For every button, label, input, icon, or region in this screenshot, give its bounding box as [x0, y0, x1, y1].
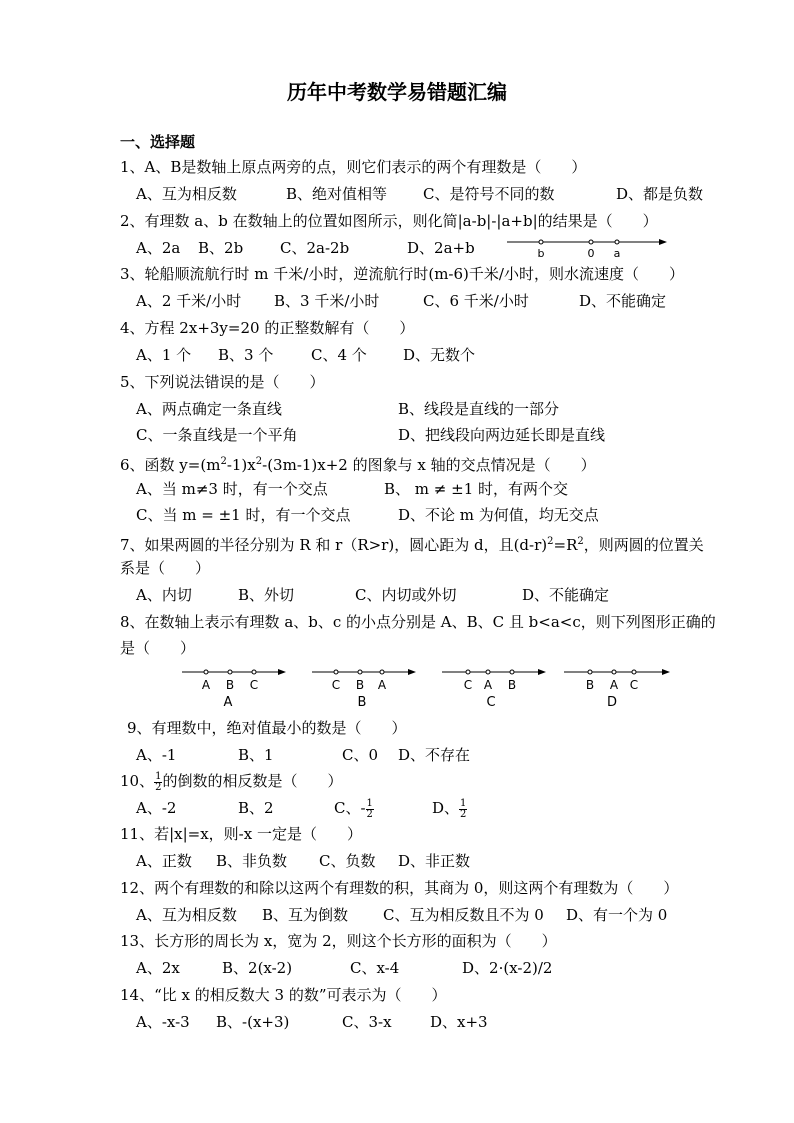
- option-d: [432, 798, 467, 820]
- point-zero: [589, 240, 593, 244]
- option-a: A、2x: [136, 959, 180, 977]
- exponent: 2: [255, 456, 263, 467]
- point-label: A: [609, 678, 619, 692]
- q8-figure-b: [310, 662, 420, 710]
- label-zero: 0: [587, 247, 595, 260]
- question-12-stem: 12、两个有理数的和除以这两个有理数的积，其商为 0，则这两个有理数为（ ）: [120, 879, 679, 897]
- point: [486, 670, 490, 674]
- question-8-stem-cont: 是（ ）: [120, 639, 196, 657]
- section-heading: 一、选择题: [120, 133, 196, 151]
- point: [252, 670, 256, 674]
- arrow-head: [662, 669, 670, 675]
- point-label: C: [249, 678, 259, 692]
- numerator: 1: [155, 770, 162, 782]
- option-c: C、3-x: [342, 1013, 392, 1031]
- option-a: A、2a: [136, 239, 181, 257]
- stem-part: =R: [553, 536, 578, 554]
- question-3-stem: 3、轮船顺流航行时 m 千米/小时，逆流航行时(m-6)千米/小时，则水流速度（ ）: [120, 265, 684, 283]
- option-b: B、互为倒数: [262, 906, 349, 924]
- option-d: D、不能确定: [579, 292, 667, 310]
- question-4-stem: 4、方程 2x+3y=20 的正整数解有（ ）: [120, 319, 415, 337]
- option-b: B、绝对值相等: [286, 185, 388, 203]
- option-a: A、互为相反数: [136, 185, 237, 203]
- question-6-stem: [120, 452, 596, 475]
- question-11-stem: 11、若|x|=x，则-x 一定是（ ）: [120, 825, 362, 843]
- option-a: A、1 个: [136, 346, 192, 364]
- point-label: C: [629, 678, 639, 692]
- option-d: D、有一个为 0: [566, 906, 668, 924]
- figure-caption: D: [606, 695, 618, 710]
- option-b: B、3 千米/小时: [274, 292, 380, 310]
- exponent: 2: [547, 536, 554, 547]
- point: [632, 670, 636, 674]
- denominator: 2: [155, 781, 162, 793]
- figure-caption: B: [357, 695, 367, 710]
- point: [510, 670, 514, 674]
- option-d: D、不论 m 为何值，均无交点: [398, 506, 599, 524]
- stem-part: -1)x: [226, 456, 256, 474]
- point: [380, 670, 384, 674]
- option-b: B、1: [238, 746, 274, 764]
- point-label: A: [201, 678, 211, 692]
- option-a: A、当 m≠3 时，有一个交点: [136, 480, 328, 498]
- figure-caption: A: [223, 695, 233, 710]
- option-d: D、不存在: [398, 746, 471, 764]
- option-d: D、2·(x-2)/2: [462, 959, 553, 977]
- option-c: C、当 m = ±1 时，有一个交点: [136, 506, 351, 524]
- point: [588, 670, 592, 674]
- option-c: C、2a-2b: [280, 239, 350, 257]
- option-c: C、内切或外切: [355, 586, 457, 604]
- point: [466, 670, 470, 674]
- option-a: A、内切: [136, 586, 192, 604]
- point-label: A: [377, 678, 387, 692]
- page-title: 历年中考数学易错题汇编: [287, 80, 507, 104]
- point-label: B: [507, 678, 517, 692]
- option-b: B、非负数: [216, 852, 288, 870]
- arrow-head: [408, 669, 416, 675]
- q8-figure-c: [440, 662, 550, 710]
- stem-part: 10、: [120, 772, 155, 790]
- option-prefix: D、: [432, 799, 460, 817]
- exponent: 2: [220, 456, 227, 467]
- option-b: B、 m ≠ ±1 时，有两个交: [384, 480, 568, 498]
- question-9-stem: 9、有理数中，绝对值最小的数是（ ）: [127, 719, 407, 737]
- option-d: D、x+3: [430, 1013, 488, 1031]
- point-label: B: [355, 678, 365, 692]
- question-2-stem: 2、有理数 a、b 在数轴上的位置如图所示，则化简|a-b|-|a+b|的结果是（ ）: [120, 212, 658, 230]
- option-b: B、2(x-2): [222, 959, 293, 977]
- point-label: C: [331, 678, 341, 692]
- option-c: C、互为相反数且不为 0: [383, 906, 544, 924]
- option-c: C、是符号不同的数: [423, 185, 555, 203]
- q8-figure-a: [180, 662, 290, 710]
- point-label: C: [463, 678, 473, 692]
- option-d: D、把线段向两边延长即是直线: [398, 426, 606, 444]
- exponent: 2: [577, 536, 584, 547]
- stem-part: ，则两圆的位置关: [583, 536, 704, 554]
- q8-figure-d: [562, 662, 674, 710]
- option-a: A、互为相反数: [136, 906, 237, 924]
- label-b: b: [537, 247, 545, 260]
- option-c: C、6 千米/小时: [423, 292, 529, 310]
- numerator: 1: [460, 797, 467, 809]
- option-d: D、2a+b: [407, 239, 475, 257]
- option-a: A、两点确定一条直线: [136, 400, 282, 418]
- numerator: 1: [366, 797, 373, 809]
- option-d: D、都是负数: [616, 185, 704, 203]
- option-a: A、正数: [136, 852, 192, 870]
- option-b: B、2: [238, 799, 274, 817]
- point: [228, 670, 232, 674]
- denominator: 2: [366, 808, 373, 820]
- label-a: a: [613, 247, 621, 260]
- fraction-one-half: [459, 799, 467, 820]
- option-b: B、-(x+3): [216, 1013, 290, 1031]
- option-b: B、3 个: [218, 346, 274, 364]
- option-c: C、一条直线是一个平角: [136, 426, 298, 444]
- option-d: D、非正数: [398, 852, 471, 870]
- question-5-stem: 5、下列说法错误的是（ ）: [120, 373, 325, 391]
- option-d: D、无数个: [403, 346, 476, 364]
- point: [334, 670, 338, 674]
- question-8-stem: 8、在数轴上表示有理数 a、b、c 的小点分别是 A、B、C 且 b<a<c，则下列图形正确的: [120, 613, 716, 631]
- option-c: [334, 798, 374, 820]
- question-1-stem: 1、A、B是数轴上原点两旁的点，则它们表示的两个有理数是（ ）: [120, 158, 587, 176]
- arrow-head: [659, 239, 667, 245]
- question-13-stem: 13、长方形的周长为 x，宽为 2，则这个长方形的面积为（ ）: [120, 932, 557, 950]
- stem-part: 6、函数 y=(m: [120, 456, 221, 474]
- point-b: [539, 240, 543, 244]
- option-a: A、-x-3: [136, 1013, 190, 1031]
- stem-part: 7、如果两圆的半径分别为 R 和 r（R>r)，圆心距为 d，且(d-r): [120, 536, 548, 554]
- option-d: D、不能确定: [522, 586, 610, 604]
- point: [204, 670, 208, 674]
- stem-part: 的倒数的相反数是（ ）: [162, 772, 343, 790]
- q2-number-line: [505, 232, 670, 262]
- fraction-one-half: [366, 799, 374, 820]
- option-c: C、负数: [319, 852, 376, 870]
- question-10-stem: [120, 771, 342, 793]
- figure-caption: C: [486, 695, 496, 710]
- point-label: B: [225, 678, 235, 692]
- option-c: C、x-4: [350, 959, 400, 977]
- denominator: 2: [460, 808, 467, 820]
- option-prefix: C、-: [334, 799, 366, 817]
- option-c: C、4 个: [311, 346, 367, 364]
- question-7-stem: [120, 532, 704, 555]
- option-b: B、外切: [238, 586, 295, 604]
- option-b: B、线段是直线的一部分: [398, 400, 560, 418]
- arrow-head: [538, 669, 546, 675]
- arrow-head: [278, 669, 286, 675]
- question-7-stem-cont: 系是（ ）: [120, 559, 211, 577]
- option-b: B、2b: [198, 239, 244, 257]
- option-c: C、0: [342, 746, 379, 764]
- point: [358, 670, 362, 674]
- point: [612, 670, 616, 674]
- point-label: B: [585, 678, 595, 692]
- point-a: [615, 240, 619, 244]
- question-14-stem: 14、“比 x 的相反数大 3 的数”可表示为（ ）: [120, 986, 447, 1004]
- stem-part: -(3m-1)x+2 的图象与 x 轴的交点情况是（ ）: [262, 456, 596, 474]
- option-a: A、-2: [136, 799, 177, 817]
- option-a: A、2 千米/小时: [136, 292, 242, 310]
- option-a: A、-1: [136, 746, 177, 764]
- point-label: A: [483, 678, 493, 692]
